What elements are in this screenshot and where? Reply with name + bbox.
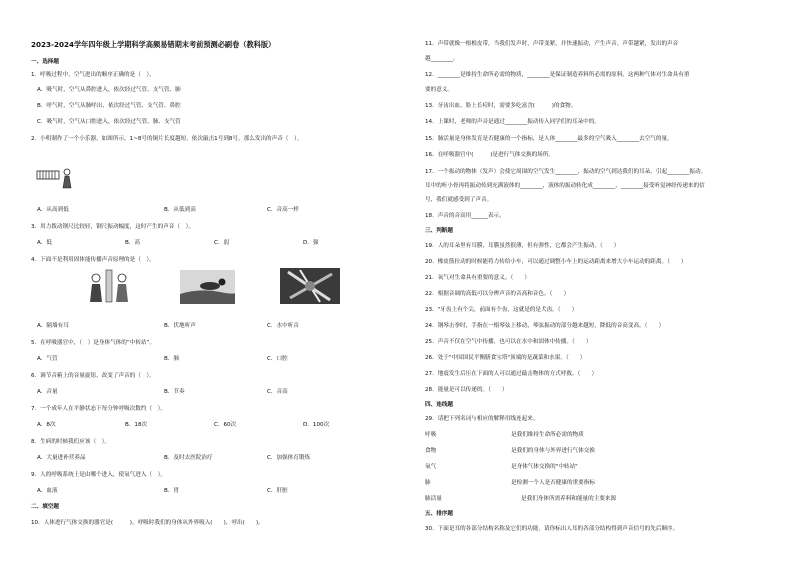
- xylophone-figure: [36, 166, 76, 190]
- question-11: 11．声带就像一根根皮带，当我们发声时，声带变紧，并快速振动，产生声音。声带越紧，发出的声音: [425, 41, 679, 47]
- question-17-cont1: 耳中的听小骨再将振动传到充满液体的________，液体的振动转化成________，________接受听觉神经传递来的信: [425, 183, 705, 189]
- question-28: 28．能量是可以传递的。（ ）: [425, 387, 508, 393]
- question-15: 15．肺活量是身体发育是否健康的一个指标，是人体________最多的空气吸入________去空气的量。: [425, 136, 673, 142]
- match-right-5: 是我们身体所需养料和能量的主要来源: [521, 496, 617, 502]
- question-4: 4．下面不是利用固体能传播声音原理的是（ ）。: [31, 257, 155, 263]
- q5-option-b: B．肺: [164, 356, 180, 362]
- question-21: 21．氧气对生命具有重要的意义。（ ）: [425, 275, 531, 281]
- q6-option-b: B．节奏: [164, 389, 185, 395]
- section-judge: 三、判断题: [425, 228, 453, 234]
- section-order: 五、排序题: [425, 511, 453, 517]
- match-right-4: 是检测一个人是否健康的重要指标: [511, 480, 595, 486]
- q1-option-b: B．呼气时，空气从肺呼出，依次经过气管、支气管、鼻腔: [37, 103, 181, 109]
- match-right-3: 是身体气体交换的"中转站": [511, 464, 578, 470]
- q8-option-b: B．及时去医院治疗: [164, 455, 213, 461]
- match-left-1: 呼吸: [425, 432, 437, 438]
- q9-option-b: B．胃: [164, 488, 180, 494]
- question-27: 27．地震发生后压在下面的人可以通过敲击物体的方式呼救。（ ）: [425, 371, 598, 377]
- question-7: 7．一个成年人在平静状态下每分钟呼吸次数约（ ）。: [31, 406, 167, 412]
- question-11-cont: 越________。: [425, 56, 459, 62]
- q2-option-c: C．音高一样: [267, 207, 299, 213]
- question-20: 20．橡皮筋拉动的时候能将力传给小车，可以通过调整小车上的运动距离来增大小车运动的距离。（ ）: [425, 259, 687, 265]
- q6-option-a: A．音量: [37, 389, 58, 395]
- q3-option-b: B．高: [125, 240, 141, 246]
- question-9: 9．人的呼吸系统上是由哪个进入，使氧气进入（ ）。: [31, 472, 167, 478]
- question-14: 14．上课时，老师的声音是通过________振动传入同学们的耳朵中的。: [425, 119, 600, 125]
- match-right-1: 是我们维持生命所必需的物质: [511, 432, 584, 438]
- right-column: [397, 0, 794, 562]
- q3-option-d: D．强: [303, 240, 319, 246]
- question-19: 19．人的耳朵里有耳膜，耳膜虽然很薄，但有弹性，它都会产生振动。（ ）: [425, 243, 620, 249]
- question-22: 22．根据音调的高低可以分辨声音的音高和音色。（ ）: [425, 291, 570, 297]
- question-3: 3．用力拨动钢尺比较轻，钢尺振动幅度，这时产生的声音（ ）。: [31, 224, 194, 230]
- question-8: 8．生病的时候我们应该（ ）。: [31, 439, 111, 445]
- q5-option-c: C．口腔: [267, 356, 288, 362]
- ground-listening-figure: [180, 270, 235, 304]
- question-10: 10．人体进行气体交换的器官是( )，呼吸时我们的身体从外界吸入( )，呼出( )。: [31, 520, 264, 526]
- wall-listening-figure: [84, 268, 134, 304]
- q4-option-b: B．伏地听声: [164, 323, 196, 329]
- question-24: 24．钢琴击拳时，手指在一根琴弦上移动，琴弦振动的部分越来越短，降低的音高变高。（ ）: [425, 323, 665, 329]
- question-23: 23．"牙齿上有个尖，前面有个齿，这就是的是犬齿。（ ）: [425, 307, 578, 313]
- question-29: 29．请把下列名词与相应的解释用线连起来。: [425, 416, 539, 422]
- question-17: 17．一个振动的物体（发声）会使它周围的空气发生________，振动的空气到达我们的耳朵，引起________振动。: [425, 169, 707, 175]
- q3-option-a: A．低: [37, 240, 53, 246]
- section-fill: 二、填空题: [31, 504, 59, 510]
- q7-option-c: C．60次: [214, 422, 237, 428]
- question-25: 25．声音不仅在空气中传播，也可以在水中和固体中传播。（ ）: [425, 339, 592, 345]
- question-26: 26．处于"中国国民平衡膳食宝塔"顶端的是蔬菜和水果。（ ）: [425, 355, 586, 361]
- q6-option-c: C．音高: [267, 389, 288, 395]
- q3-option-c: C．弱: [214, 240, 230, 246]
- match-left-4: 肺: [425, 480, 431, 486]
- match-left-5: 肺活量: [425, 496, 442, 502]
- q4-option-c: C．水中听音: [267, 323, 299, 329]
- question-12: 12．________是维持生命所必需的物质，________是保证制造养料所必需的原料，这两种气体对生命具有重: [425, 72, 690, 78]
- q5-option-a: A．气管: [37, 356, 58, 362]
- question-13: 13．牙齿出血，脸上长痘时，需要多吃富含( )的食物。: [425, 103, 577, 109]
- section-match: 四、连线题: [425, 402, 453, 408]
- q9-option-a: A．血液: [37, 488, 58, 494]
- section-choice: 一、选择题: [31, 59, 59, 65]
- match-left-2: 食物: [425, 448, 437, 454]
- question-5: 5．在呼吸器官中，（ ）是身体气体的“中转站”。: [31, 340, 156, 346]
- q7-option-a: A．8次: [37, 422, 56, 428]
- q7-option-b: B．18次: [125, 422, 148, 428]
- match-right-2: 是我们的身体与外界进行气体交换: [511, 448, 595, 454]
- underwater-figure: [280, 268, 340, 304]
- question-6: 6．调节音箱上的音量旋钮，改变了声音的（ ）。: [31, 373, 155, 379]
- match-left-3: 氧气: [425, 464, 437, 470]
- question-18: 18．声音的音高用______表示。: [425, 213, 505, 219]
- question-2: 2．小明制作了一个小乐器，如图所示，1~8号的铜片长度越短。依次敲击1号到8号，那么发出的声音（ ）。: [31, 136, 303, 142]
- q8-option-a: A．大量进补营养品: [37, 455, 86, 461]
- q8-option-c: C．加强体育锻炼: [267, 455, 311, 461]
- q7-option-d: D．100次: [303, 422, 330, 428]
- q2-option-b: B．从低到高: [164, 207, 196, 213]
- q1-option-c: C．吸气时，空气从口腔进入，依次经过气管、肺、支气管: [37, 119, 181, 125]
- q1-option-a: A．吸气时，空气从鼻腔进入，依次经过气管、支气管、肺: [37, 87, 181, 93]
- q4-option-a: A．隔墙有耳: [37, 323, 69, 329]
- question-12-cont: 要的意义。: [425, 87, 453, 93]
- question-16: 16．在呼吸器官中( )是进行气体交换的场所。: [425, 152, 554, 158]
- q2-option-a: A．从高到低: [37, 207, 69, 213]
- question-1: 1．呼吸过程中，空气进出的顺序正确的是（ ）。: [31, 72, 155, 78]
- question-30: 30．下面是耳的各部分结构名称及它们的功能，请你标出人耳的各部分结构得到声音信号的先后顺序。: [425, 526, 679, 532]
- question-17-cont2: 号，我们就感受到了声音。: [425, 197, 493, 203]
- q9-option-c: C．肝脏: [267, 488, 288, 494]
- exam-title: 2023-2024学年四年级上学期科学高频易错期末考前预测必刷卷（教科版）: [31, 40, 276, 49]
